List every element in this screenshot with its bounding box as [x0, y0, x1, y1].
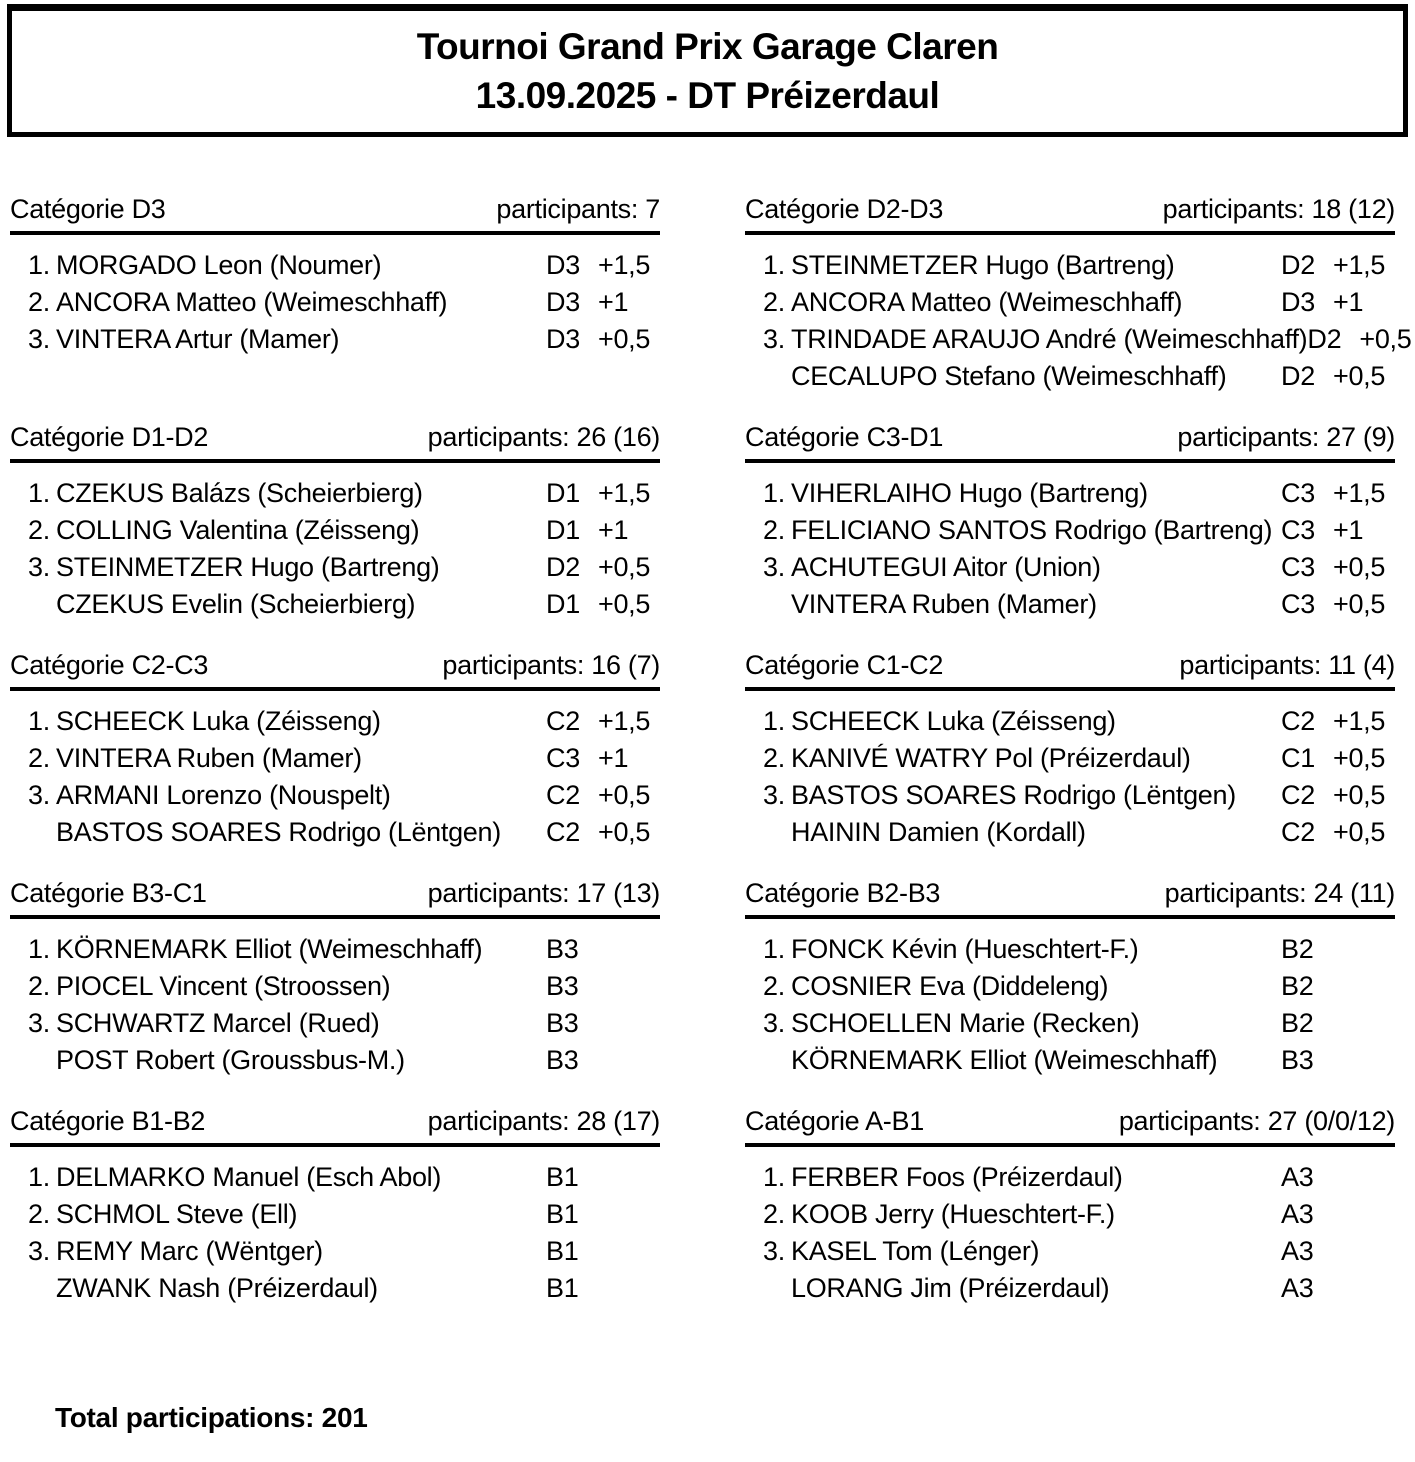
points-gained: +1,5 — [598, 706, 651, 736]
rank-number: 3. — [763, 324, 785, 354]
player-class: D3 — [546, 250, 580, 280]
player-name: ANCORA Matteo (Weimeschhaff) — [56, 287, 448, 317]
player-class: C3 — [1281, 478, 1315, 508]
category-title: Catégorie C2-C3 — [10, 650, 209, 680]
result-row — [745, 1042, 1395, 1079]
category-title: Catégorie D3 — [10, 194, 166, 224]
player-name: POST Robert (Groussbus-M.) — [56, 1045, 405, 1075]
rank-number: 2. — [763, 1199, 785, 1229]
rank-number: 3. — [28, 324, 50, 354]
player-name: KÖRNEMARK Elliot (Weimeschhaff) — [56, 934, 483, 964]
result-row — [10, 1196, 660, 1233]
category-header — [10, 878, 660, 919]
player-name: KANIVÉ WATRY Pol (Préizerdaul) — [791, 743, 1191, 773]
category-title: Catégorie D1-D2 — [10, 422, 209, 452]
category-header — [745, 194, 1395, 235]
player-name: SCHWARTZ Marcel (Rued) — [56, 1008, 380, 1038]
result-row — [745, 247, 1395, 284]
player-name: SCHEECK Luka (Zéisseng) — [791, 706, 1116, 736]
result-row — [10, 475, 660, 512]
player-class: D1 — [546, 478, 580, 508]
player-name: ZWANK Nash (Préizerdaul) — [56, 1273, 378, 1303]
result-row — [10, 740, 660, 777]
player-name: ANCORA Matteo (Weimeschhaff) — [791, 287, 1183, 317]
points-gained: +1 — [598, 287, 629, 317]
points-gained: +0,5 — [598, 552, 651, 582]
player-class: D3 — [1281, 287, 1315, 317]
result-row — [10, 814, 660, 851]
rank-number: 3. — [763, 552, 785, 582]
player-name: SCHEECK Luka (Zéisseng) — [56, 706, 381, 736]
player-class: D2 — [1281, 250, 1315, 280]
results-column-left — [10, 194, 660, 1334]
player-name: PIOCEL Vincent (Stroossen) — [56, 971, 391, 1001]
category-header — [745, 422, 1395, 463]
points-gained: +1,5 — [1333, 250, 1386, 280]
rank-number: 3. — [763, 1236, 785, 1266]
participants-count: participants: 18 (12) — [1162, 194, 1395, 224]
player-class: D1 — [546, 589, 580, 619]
player-name: STEINMETZER Hugo (Bartreng) — [56, 552, 440, 582]
player-class: B1 — [546, 1162, 579, 1192]
rank-number: 2. — [763, 971, 785, 1001]
page-subtitle: 13.09.2025 - DT Préizerdaul — [475, 74, 940, 116]
result-row — [10, 1005, 660, 1042]
page-title: Tournoi Grand Prix Garage Claren — [416, 25, 999, 67]
points-gained: +1,5 — [598, 478, 651, 508]
category-section — [745, 422, 1395, 650]
player-class: C1 — [1281, 743, 1315, 773]
result-row — [745, 1233, 1395, 1270]
rank-number: 1. — [763, 706, 785, 736]
player-class: D3 — [546, 287, 580, 317]
result-row — [745, 1005, 1395, 1042]
player-name: KÖRNEMARK Elliot (Weimeschhaff) — [791, 1045, 1218, 1075]
result-row — [10, 549, 660, 586]
result-row — [745, 931, 1395, 968]
player-name: MORGADO Leon (Noumer) — [56, 250, 382, 280]
points-gained: +0,5 — [598, 780, 651, 810]
rank-number: 2. — [28, 743, 50, 773]
player-class: C2 — [1281, 706, 1315, 736]
rank-number: 2. — [763, 743, 785, 773]
player-name: STEINMETZER Hugo (Bartreng) — [791, 250, 1175, 280]
results-list — [10, 919, 660, 1079]
player-name: KASEL Tom (Lénger) — [791, 1236, 1040, 1266]
results-list — [745, 1147, 1395, 1307]
results-list — [745, 691, 1395, 851]
result-row — [10, 1233, 660, 1270]
result-row — [10, 247, 660, 284]
category-section — [745, 650, 1395, 878]
results-list — [10, 691, 660, 851]
result-row — [745, 358, 1395, 395]
participants-count: participants: 26 (16) — [427, 422, 660, 452]
participants-count: participants: 28 (17) — [427, 1106, 660, 1136]
participants-count: participants: 7 — [496, 194, 660, 224]
points-gained: +0,5 — [1359, 324, 1412, 354]
result-row — [10, 1159, 660, 1196]
category-section — [10, 878, 660, 1106]
category-title: Catégorie D2-D3 — [745, 194, 944, 224]
result-row — [745, 968, 1395, 1005]
rank-number: 3. — [28, 1008, 50, 1038]
result-row — [745, 586, 1395, 623]
rank-number: 1. — [28, 250, 50, 280]
player-class: D2 — [1307, 324, 1342, 354]
rank-number: 3. — [28, 780, 50, 810]
category-header — [10, 1106, 660, 1147]
player-name: CECALUPO Stefano (Weimeschhaff) — [791, 361, 1227, 391]
points-gained: +1 — [1333, 287, 1364, 317]
player-class: C3 — [1281, 515, 1315, 545]
results-columns — [10, 194, 1412, 1334]
category-title: Catégorie A-B1 — [745, 1106, 924, 1136]
player-name: SCHOELLEN Marie (Recken) — [791, 1008, 1140, 1038]
participants-count: participants: 24 (11) — [1164, 878, 1395, 908]
category-header — [10, 194, 660, 235]
rank-number: 3. — [28, 1236, 50, 1266]
player-name: BASTOS SOARES Rodrigo (Lëntgen) — [56, 817, 501, 847]
results-list — [745, 919, 1395, 1079]
points-gained: +0,5 — [1333, 552, 1386, 582]
rank-number: 1. — [28, 478, 50, 508]
rank-number: 1. — [763, 250, 785, 280]
player-class: B1 — [546, 1273, 579, 1303]
category-section — [745, 1106, 1395, 1334]
points-gained: +0,5 — [1333, 361, 1386, 391]
results-list — [745, 463, 1395, 623]
participants-count: participants: 27 (0/0/12) — [1118, 1106, 1395, 1136]
player-name: FELICIANO SANTOS Rodrigo (Bartreng) — [791, 515, 1273, 545]
category-header — [745, 650, 1395, 691]
result-row — [745, 475, 1395, 512]
player-class: B2 — [1281, 971, 1314, 1001]
result-row — [745, 740, 1395, 777]
player-class: B1 — [546, 1199, 579, 1229]
player-name: CZEKUS Evelin (Scheierbierg) — [56, 589, 416, 619]
category-section — [745, 878, 1395, 1106]
player-class: C3 — [1281, 552, 1315, 582]
points-gained: +0,5 — [1333, 743, 1386, 773]
player-name: REMY Marc (Wëntger) — [56, 1236, 323, 1266]
rank-number: 3. — [763, 780, 785, 810]
player-class: A3 — [1281, 1236, 1314, 1266]
player-class: C2 — [546, 817, 580, 847]
result-row — [10, 703, 660, 740]
player-name: CZEKUS Balázs (Scheierbierg) — [56, 478, 423, 508]
rank-number: 2. — [763, 515, 785, 545]
player-class: A3 — [1281, 1273, 1314, 1303]
rank-number: 2. — [28, 515, 50, 545]
rank-number: 2. — [763, 287, 785, 317]
player-class: B3 — [546, 1045, 579, 1075]
player-class: B3 — [546, 1008, 579, 1038]
player-class: C2 — [1281, 817, 1315, 847]
category-header — [745, 878, 1395, 919]
player-class: A3 — [1281, 1199, 1314, 1229]
result-row — [10, 512, 660, 549]
result-row — [745, 512, 1395, 549]
player-class: B1 — [546, 1236, 579, 1266]
result-row — [745, 284, 1395, 321]
player-class: D3 — [546, 324, 580, 354]
rank-number: 3. — [763, 1008, 785, 1038]
category-title: Catégorie B2-B3 — [745, 878, 941, 908]
result-row — [10, 586, 660, 623]
category-section — [10, 422, 660, 650]
player-name: FERBER Foos (Préizerdaul) — [791, 1162, 1123, 1192]
category-title: Catégorie C3-D1 — [745, 422, 944, 452]
result-row — [745, 321, 1412, 358]
result-row — [10, 931, 660, 968]
player-name: VINTERA Artur (Mamer) — [56, 324, 340, 354]
result-row — [10, 968, 660, 1005]
category-title: Catégorie B3-C1 — [10, 878, 207, 908]
player-name: LORANG Jim (Préizerdaul) — [791, 1273, 1110, 1303]
participants-count: participants: 17 (13) — [427, 878, 660, 908]
results-column-right — [745, 194, 1412, 1334]
rank-number: 2. — [28, 971, 50, 1001]
player-name: HAININ Damien (Kordall) — [791, 817, 1086, 847]
category-title: Catégorie B1-B2 — [10, 1106, 206, 1136]
rank-number: 2. — [28, 287, 50, 317]
category-section — [10, 194, 660, 422]
participants-count: participants: 27 (9) — [1177, 422, 1395, 452]
player-class: C3 — [546, 743, 580, 773]
category-title: Catégorie C1-C2 — [745, 650, 944, 680]
rank-number: 2. — [28, 1199, 50, 1229]
rank-number: 1. — [763, 478, 785, 508]
player-name: VIHERLAIHO Hugo (Bartreng) — [791, 478, 1148, 508]
player-name: ACHUTEGUI Aitor (Union) — [791, 552, 1101, 582]
results-list — [10, 463, 660, 623]
category-section — [10, 650, 660, 878]
player-name: BASTOS SOARES Rodrigo (Lëntgen) — [791, 780, 1236, 810]
player-name: VINTERA Ruben (Mamer) — [791, 589, 1097, 619]
points-gained: +1,5 — [1333, 706, 1386, 736]
result-row — [745, 1270, 1395, 1307]
player-class: B2 — [1281, 1008, 1314, 1038]
player-class: B3 — [546, 934, 579, 964]
category-section — [745, 194, 1412, 422]
points-gained: +0,5 — [1333, 589, 1386, 619]
result-row — [10, 1042, 660, 1079]
result-row — [745, 1159, 1395, 1196]
result-row — [745, 549, 1395, 586]
points-gained: +0,5 — [598, 324, 651, 354]
rank-number: 1. — [763, 1162, 785, 1192]
player-class: B3 — [546, 971, 579, 1001]
player-class: A3 — [1281, 1162, 1314, 1192]
points-gained: +0,5 — [1333, 780, 1386, 810]
results-list — [745, 235, 1412, 395]
points-gained: +0,5 — [598, 817, 651, 847]
result-row — [745, 1196, 1395, 1233]
result-row — [10, 777, 660, 814]
points-gained: +1 — [598, 743, 629, 773]
result-row — [745, 814, 1395, 851]
player-name: KOOB Jerry (Hueschtert-F.) — [791, 1199, 1115, 1229]
result-row — [745, 703, 1395, 740]
result-row — [745, 777, 1395, 814]
player-class: C2 — [546, 780, 580, 810]
rank-number: 1. — [28, 1162, 50, 1192]
player-name: COSNIER Eva (Diddeleng) — [791, 971, 1109, 1001]
player-class: D1 — [546, 515, 580, 545]
player-name: COLLING Valentina (Zéisseng) — [56, 515, 420, 545]
rank-number: 1. — [28, 706, 50, 736]
rank-number: 1. — [28, 934, 50, 964]
points-gained: +0,5 — [1333, 817, 1386, 847]
points-gained: +1 — [1333, 515, 1364, 545]
player-class: C2 — [546, 706, 580, 736]
results-list — [10, 235, 660, 358]
title-box — [7, 4, 1408, 137]
category-header — [745, 1106, 1395, 1147]
player-class: B2 — [1281, 934, 1314, 964]
points-gained: +1 — [598, 515, 629, 545]
points-gained: +1,5 — [1333, 478, 1386, 508]
player-class: C2 — [1281, 780, 1315, 810]
player-name: SCHMOL Steve (Ell) — [56, 1199, 298, 1229]
result-row — [10, 321, 660, 358]
category-header — [10, 650, 660, 691]
participants-count: participants: 16 (7) — [442, 650, 660, 680]
player-name: ARMANI Lorenzo (Nouspelt) — [56, 780, 391, 810]
points-gained: +0,5 — [598, 589, 651, 619]
total-participations: Total participations: 201 — [55, 1402, 368, 1433]
category-header — [10, 422, 660, 463]
result-row — [10, 1270, 660, 1307]
rank-number: 3. — [28, 552, 50, 582]
player-name: VINTERA Ruben (Mamer) — [56, 743, 362, 773]
player-name: DELMARKO Manuel (Esch Abol) — [56, 1162, 442, 1192]
player-class: B3 — [1281, 1045, 1314, 1075]
player-class: D2 — [1281, 361, 1315, 391]
category-section — [10, 1106, 660, 1334]
rank-number: 1. — [763, 934, 785, 964]
participants-count: participants: 11 (4) — [1179, 650, 1395, 680]
player-class: D2 — [546, 552, 580, 582]
player-class: C3 — [1281, 589, 1315, 619]
player-name: FONCK Kévin (Hueschtert-F.) — [791, 934, 1139, 964]
player-name: TRINDADE ARAUJO André (Weimeschhaff) — [791, 324, 1308, 354]
results-list — [10, 1147, 660, 1307]
points-gained: +1,5 — [598, 250, 651, 280]
result-row — [10, 284, 660, 321]
